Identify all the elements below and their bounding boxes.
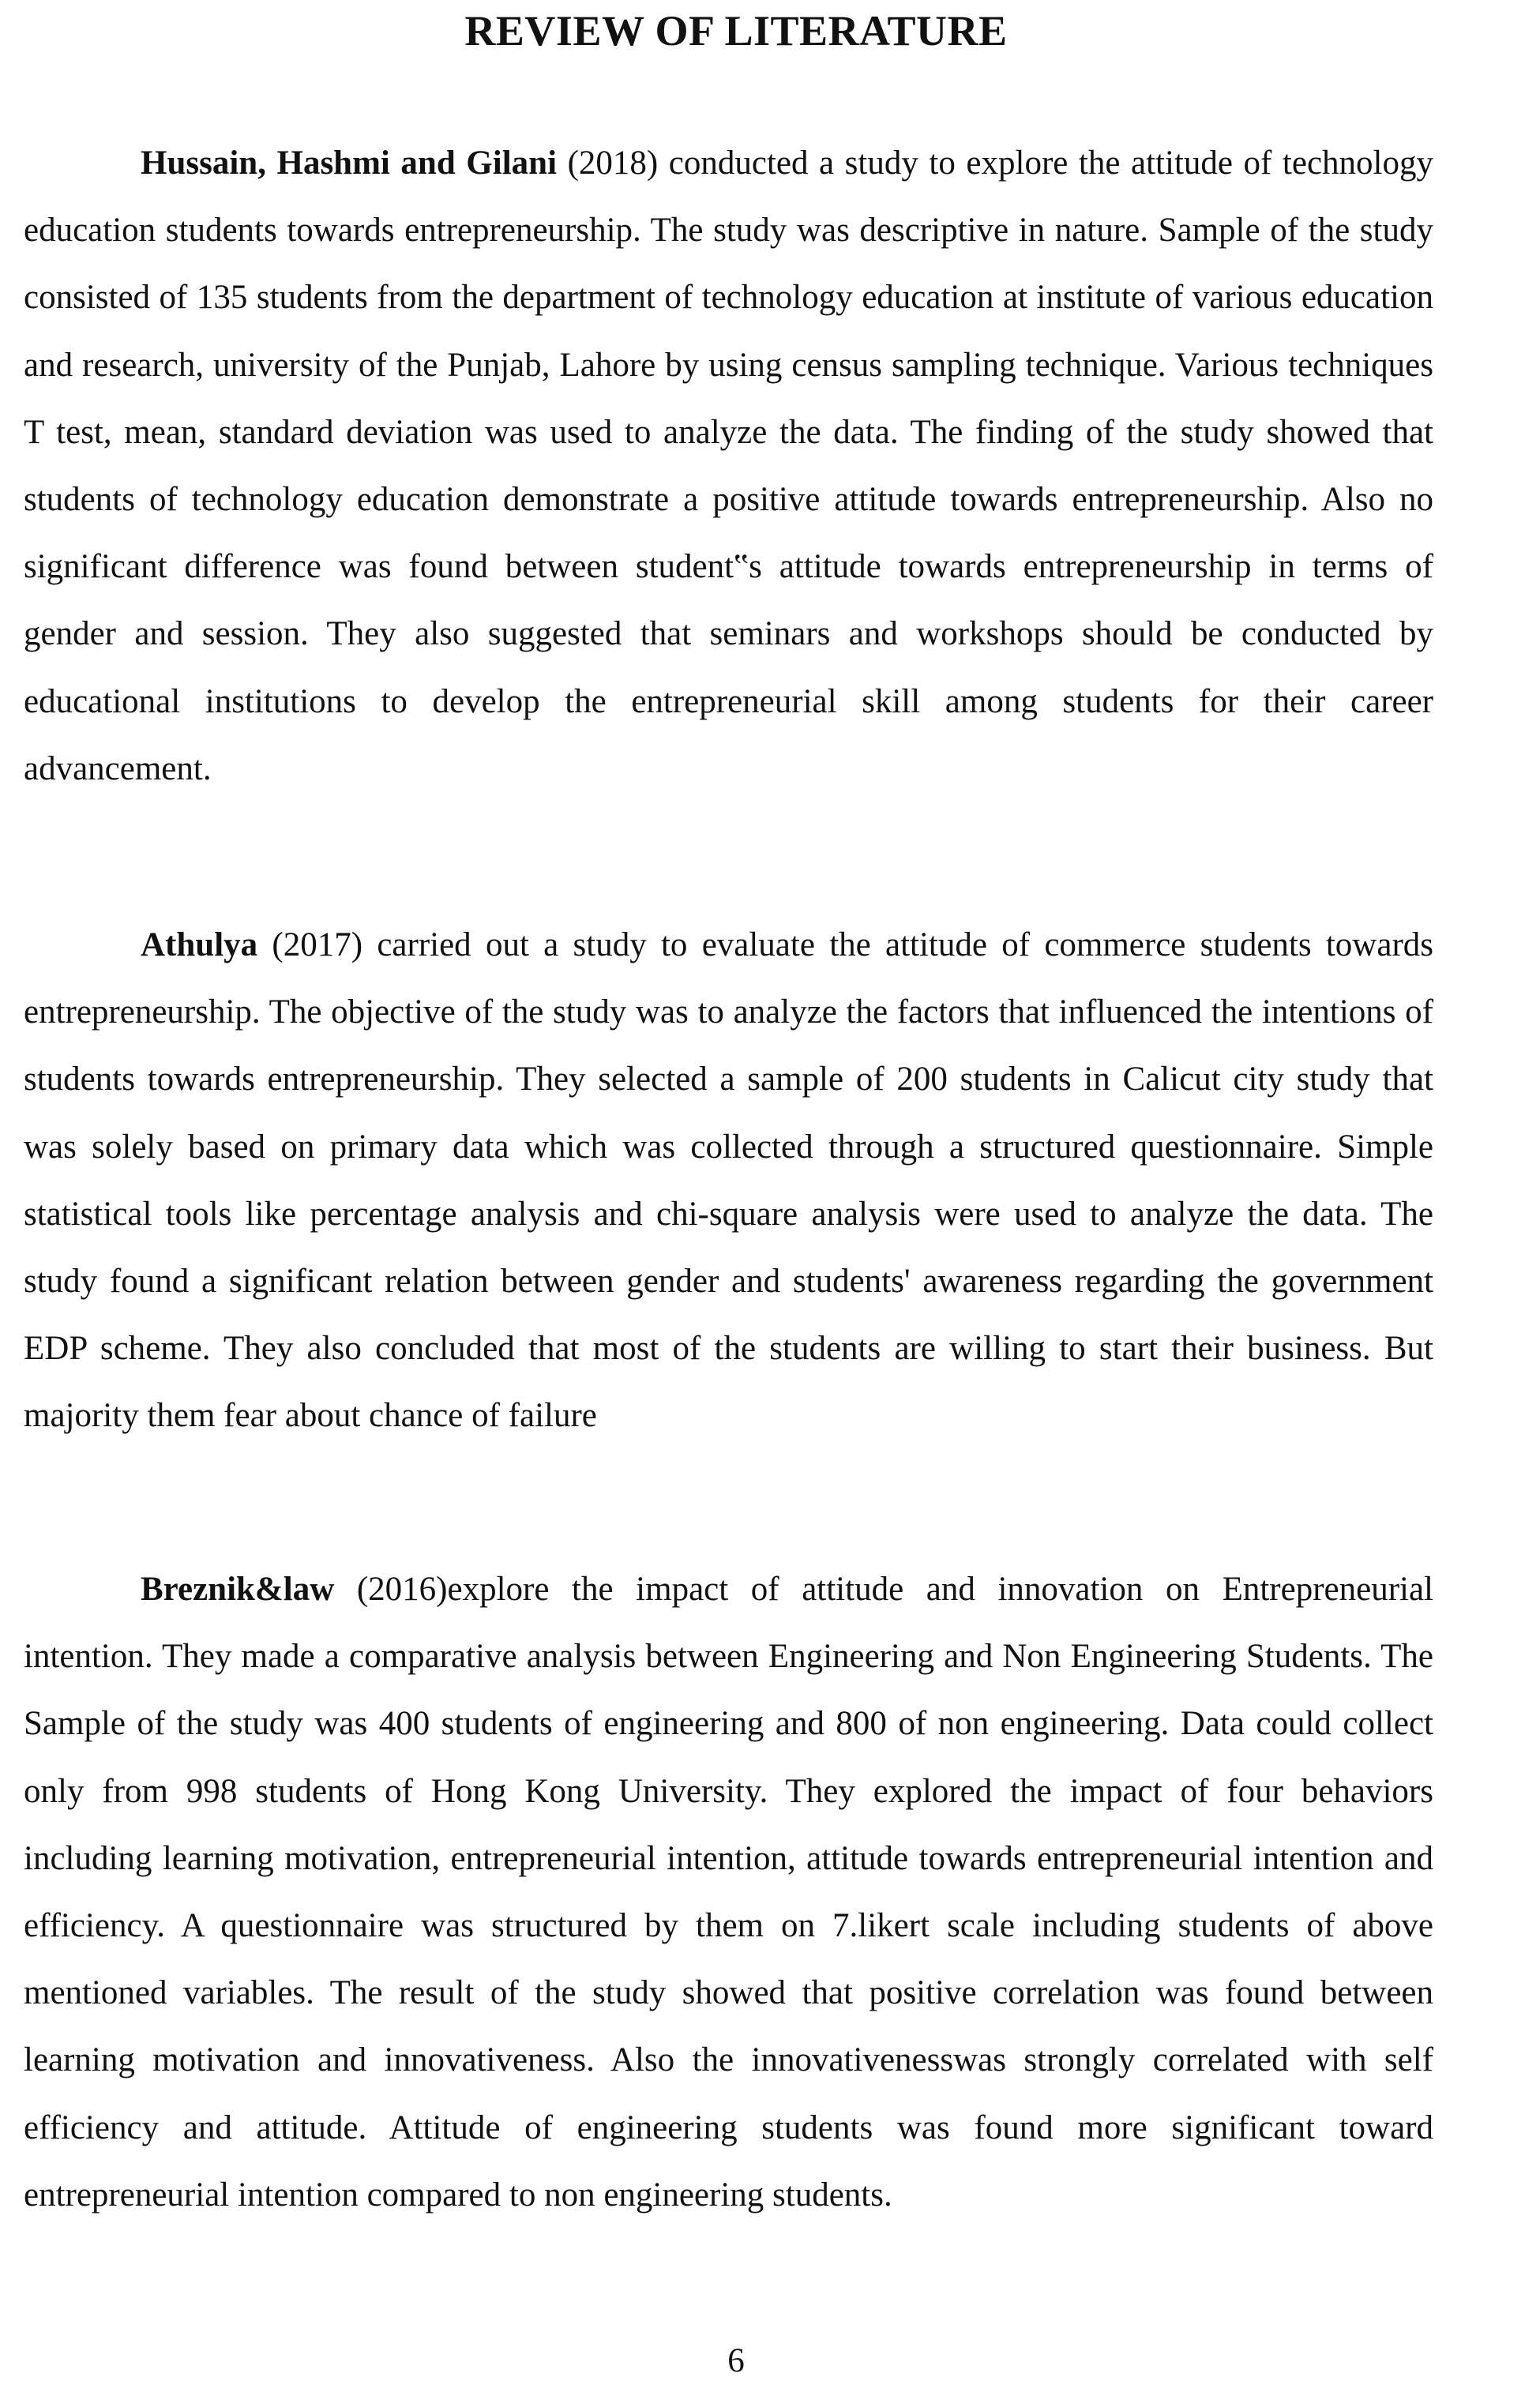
page-title: REVIEW OF LITERATURE bbox=[464, 7, 1008, 54]
literature-paragraph-2 bbox=[24, 911, 1433, 1450]
author-name: Athulya bbox=[141, 926, 258, 963]
paragraph-body: (2018) conducted a study to explore the attitude of technology education students towards entrepreneurship. The study was descriptive in nature. Sample of the study consisted of 135 students from the department of technology education at institute of various education and research, university of the Punjab, Lahore by using census sampling technique. Various techniques T test, mean, standard deviation was used to analyze the data. The finding of the study showed that students of technology education demonstrate a positive attitude towards entrepreneurship. Also no significant difference was found between student‟s attitude towards entrepreneurship in terms of gender and session. They also suggested that seminars and workshops should be conducted by educational institutions to develop the entrepreneurial skill among students for their career advancement. bbox=[24, 145, 1433, 787]
page-number: 6 bbox=[727, 2342, 745, 2379]
author-name: Breznik&law bbox=[141, 1571, 335, 1608]
author-name: Hussain, Hashmi and Gilani bbox=[141, 145, 558, 182]
paragraph-body: (2016)explore the impact of attitude and innovation on Entrepreneurial intention. They made a comparative analysis between Engineering and Non Engineering Students. The Sample of the study was 400 students of engineering and 800 of non engineering. Data could collect only from 998 students of Hong Kong University. They explored the impact of four behaviors including learning motivation, entrepreneurial intention, attitude towards entrepreneurial intention and efficiency. A questionnaire was structured by them on 7.likert scale including students of above mentioned variables. The result of the study showed that positive correlation was found between learning motivation and innovativeness. Also the innovativenesswas strongly correlated with self efficiency and attitude. Attitude of engineering students was found more significant toward entrepreneurial intention compared to non engineering students. bbox=[24, 1571, 1433, 2214]
literature-paragraph-1 bbox=[24, 130, 1433, 802]
literature-paragraph-3 bbox=[24, 1556, 1433, 2229]
paragraph-body: (2017) carried out a study to evaluate the attitude of commerce students towards entrepreneurship. The objective of the study was to analyze the factors that influenced the intentions of students towards entrepreneurship. They selected a sample of 200 students in Calicut city study that was solely based on primary data which was collected through a structured questionnaire. Simple statistical tools like percentage analysis and chi-square analysis were used to analyze the data. The study found a significant relation between gender and students' awareness regarding the government EDP scheme. They also concluded that most of the students are willing to start their business. But majority them fear about chance of failure bbox=[24, 926, 1433, 1435]
